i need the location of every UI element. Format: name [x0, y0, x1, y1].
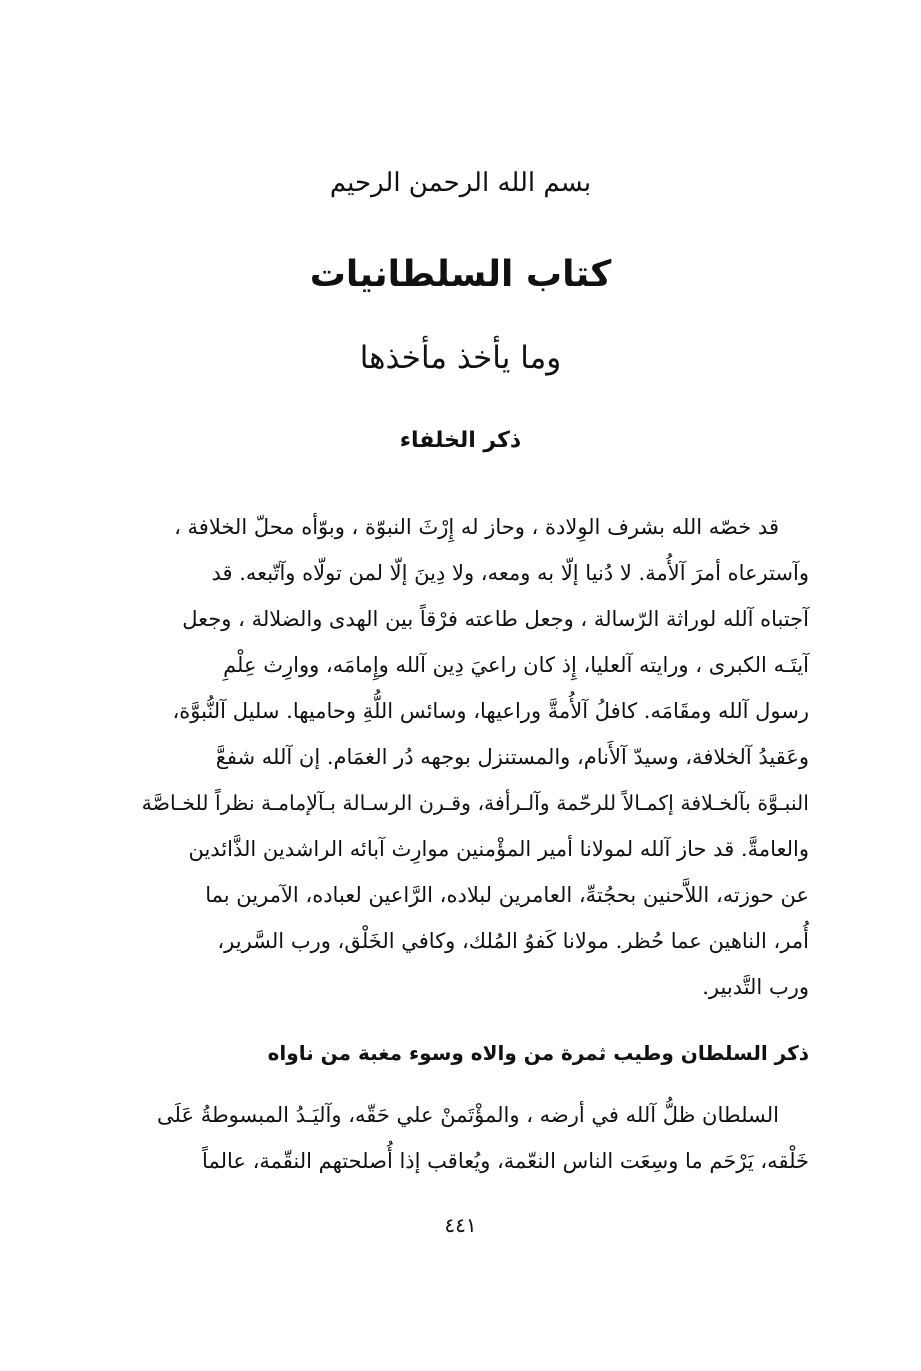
- text-line: آيتَـه الكبرى ، ورايته آلعليا، إِذ كان راعيَ دِين آلله وإِمامَه، ووارِث عِلْمِ: [223, 653, 809, 677]
- text-line: السلطان ظلُّ آلله في أرضه ، والمؤْتَمنْ علي حَقّه، وآليَـدُ المبسوطةُ عَلَى: [157, 1103, 779, 1127]
- paragraph-sultan: [128, 1100, 809, 1180]
- section-heading-sultan: ذكر السلطان وطيب ثمرة من والاه وسوء مغبة من ناواه: [267, 1041, 809, 1065]
- book-subtitle: وما يأخذ مأخذها: [359, 340, 562, 376]
- basmala: بسم الله الرحمن الرحيم: [329, 168, 592, 198]
- text-line: قد خصّه الله بشرف الوِلادة ، وحاز له إِرْثَ النبوّة ، وبوّأه محلّ الخلافة ،: [174, 515, 779, 539]
- text-line: والعامةَّ. قد حاز آلله لمولانا أمير المؤْمنين موارِث آبائه الراشدين الذَّائدين: [188, 837, 809, 861]
- text-line: وآسترعاه أمرَ آلأُمة. لا دُنيا إلّا به ومعه، ولا دِينَ إلّا لمن تولّاه وآتّبعه. قد: [211, 561, 809, 585]
- section-heading-sultan-wrap: [128, 1038, 809, 1078]
- book-title: كتاب السلطانيات: [309, 254, 612, 295]
- text-line: رسول آلله ومقَامَه. كافلُ آلأُمةَّ وراعيها، وسائس اللُّةِ وحاميها. سليل آلنُّبوَّة،: [172, 699, 809, 723]
- page-number: ٤٤١: [444, 1213, 477, 1237]
- text-line: النبـوَّة بآلخـلافة إكمـالاً للرحّمة وآلـرأفة، وقـرن الرسـالة بـآلإمامـة نظراً للخـاصَّة: [141, 791, 809, 815]
- section-heading-caliphs: ذكر الخلفاء: [399, 428, 522, 453]
- text-line: خَلْقه، يَرْحَم ما وسِعَت الناس النعّمة، ويُعاقب إذا أُصلحتهم النقّمة، عالماً: [202, 1149, 809, 1173]
- text-line: ورب التَّدبير.: [702, 975, 809, 999]
- text-line: وعَقيدُ آلخلافة، وسيدّ آلأَنام، والمستنزل بوجهه دُر الغمَام. إن آلله شفعَّ: [215, 745, 809, 769]
- text-line: أُمر، الناهين عما حُظر. مولانا كَفوُ المُلك، وكافي الخَلْق، ورب السَّرير،: [217, 929, 809, 953]
- paragraph-caliphs: [128, 512, 809, 999]
- text-line: آجتباه آلله لوراثة الرّسالة ، وجعل طاعته فرْقاً بين الهدى والضلالة ، وجعل: [182, 607, 809, 631]
- text-line: عن حوزته، اللاَّحنين بحجُتهِّ، العامرين لبلاده، الرَّاعين لعباده، الآمرين بما: [205, 883, 809, 907]
